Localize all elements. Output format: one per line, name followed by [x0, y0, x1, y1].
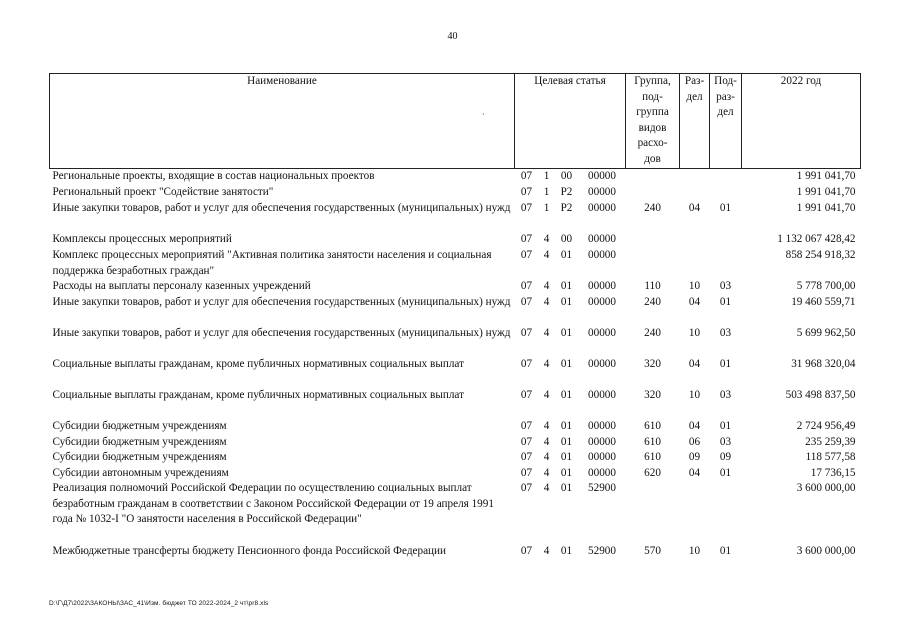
target-code-event: 01 — [560, 545, 573, 557]
expense-group-code — [626, 232, 680, 248]
target-code-event: 01 — [560, 249, 573, 261]
header-line: расхо- — [637, 137, 668, 149]
expense-group-code: 610 — [644, 420, 661, 432]
header-line: Раз- — [684, 75, 705, 87]
expense-group-code: 240 — [644, 202, 661, 214]
target-code-program: 07 — [520, 296, 533, 308]
section-code — [680, 232, 710, 248]
target-code-type: 4 — [543, 358, 550, 370]
row-name: Социальные выплаты гражданам, кроме публичных нормативных социальных выплат — [52, 389, 464, 401]
section-code — [680, 185, 710, 201]
table-row — [50, 481, 861, 544]
expense-group-code: 620 — [644, 466, 661, 479]
target-code-program: 07 — [520, 451, 533, 463]
amount-2022: 17 736,15 — [810, 466, 856, 479]
table-row — [50, 201, 861, 232]
target-code-program: 07 — [520, 358, 533, 370]
row-name: Комплексы процессных мероприятий — [52, 233, 232, 245]
target-code-program: 07 — [520, 170, 533, 182]
section-code: 10 — [688, 280, 701, 292]
header-expense-group — [626, 74, 680, 169]
table-row — [50, 435, 861, 451]
target-code-program: 07 — [520, 435, 533, 448]
target-code-direction: 00000 — [588, 202, 616, 214]
target-code-type: 4 — [543, 482, 550, 494]
target-code-type: 4 — [543, 296, 550, 308]
target-code-program: 07 — [520, 466, 533, 479]
row-name: Иные закупки товаров, работ и услуг для обеспечения государственных (муниципальных) нужд — [52, 296, 511, 308]
target-code-program: 07 — [520, 202, 533, 214]
header-line: видов — [638, 121, 667, 134]
target-code-event: 01 — [560, 451, 573, 463]
table-row — [50, 388, 861, 419]
target-code-event: P2 — [560, 202, 573, 214]
section-code: 04 — [688, 420, 701, 432]
target-code-direction: 00000 — [588, 249, 616, 261]
header-target-article: Целевая статья — [515, 74, 626, 169]
table-row — [50, 419, 861, 435]
target-code-event: 01 — [560, 482, 573, 494]
header-line: Группа, — [634, 75, 671, 87]
target-code-direction: 00000 — [588, 466, 616, 479]
expense-group-code — [626, 481, 680, 544]
target-code-program: 07 — [520, 389, 533, 401]
section-code — [680, 169, 710, 186]
table-row — [50, 232, 861, 248]
expense-group-code: 110 — [644, 280, 661, 292]
section-code: 04 — [688, 202, 701, 214]
subsection-code: 03 — [719, 280, 732, 292]
table-header-row — [50, 74, 861, 169]
header-year: 2022 год — [742, 74, 861, 169]
target-code-event: 01 — [560, 420, 573, 432]
target-code-program: 07 — [520, 327, 533, 339]
target-code-type: 1 — [543, 186, 550, 198]
target-code-type: 1 — [543, 170, 550, 182]
header-line: Под- — [714, 75, 737, 87]
target-code-event: 01 — [560, 389, 573, 401]
target-code-program: 07 — [520, 233, 533, 245]
amount-2022: 3 600 000,00 — [796, 545, 856, 557]
row-name: Субсидии бюджетным учреждениям — [52, 435, 227, 448]
target-code-direction: 00000 — [588, 389, 616, 401]
target-code-direction: 00000 — [588, 435, 616, 448]
target-code-event: 00 — [560, 233, 573, 245]
header-line: дов — [644, 152, 661, 165]
row-name: Расходы на выплаты персоналу казенных учреждений — [52, 280, 311, 292]
target-code-event: 01 — [560, 435, 573, 448]
expense-group-code — [626, 185, 680, 201]
subsection-code: 01 — [719, 296, 732, 308]
header-line: группа — [636, 106, 669, 118]
header-line: дел — [717, 106, 734, 118]
table-row — [50, 326, 861, 357]
row-name: Иные закупки товаров, работ и услуг для обеспечения государственных (муниципальных) нужд — [52, 327, 511, 339]
expense-group-code — [626, 248, 680, 279]
expense-group-code: 320 — [644, 358, 661, 370]
amount-2022: 858 254 918,32 — [785, 249, 856, 261]
section-code: 04 — [688, 466, 701, 479]
target-code-direction: 52900 — [588, 545, 616, 557]
amount-2022: 5 699 962,50 — [796, 327, 856, 339]
target-code-program: 07 — [520, 482, 533, 494]
section-code — [680, 481, 710, 544]
expense-group-code: 240 — [644, 327, 661, 339]
amount-2022: 31 968 320,04 — [791, 358, 856, 370]
target-code-direction: 00000 — [588, 170, 616, 182]
target-code-event: 00 — [560, 170, 573, 182]
target-code-type: 4 — [543, 435, 550, 448]
table-row — [50, 279, 861, 295]
target-code-type: 4 — [543, 545, 550, 557]
target-code-type: 4 — [543, 280, 550, 292]
expense-group-code: 320 — [644, 389, 661, 401]
subsection-code: 09 — [719, 451, 732, 463]
amount-2022: 503 498 837,50 — [785, 389, 856, 401]
target-code-type: 4 — [543, 451, 550, 463]
target-code-direction: 00000 — [588, 420, 616, 432]
amount-2022: 1 991 041,70 — [796, 170, 856, 182]
target-code-type: 4 — [543, 420, 550, 432]
target-code-direction: 00000 — [588, 233, 616, 245]
target-code-program: 07 — [520, 420, 533, 432]
header-line: под- — [642, 90, 663, 103]
target-code-direction: 00000 — [588, 186, 616, 198]
target-code-event: 01 — [560, 296, 573, 308]
table-row — [50, 169, 861, 186]
subsection-code: 01 — [719, 358, 732, 370]
expense-group-code — [626, 169, 680, 186]
amount-2022: 2 724 956,49 — [796, 420, 856, 432]
amount-2022: 1 132 067 428,42 — [777, 233, 856, 245]
row-name: Социальные выплаты гражданам, кроме публичных нормативных социальных выплат — [52, 358, 464, 370]
row-name: Региональные проекты, входящие в состав национальных проектов — [52, 170, 375, 182]
subsection-code: 03 — [719, 327, 732, 339]
amount-2022: 19 460 559,71 — [791, 296, 856, 308]
amount-2022: 1 991 041,70 — [796, 202, 856, 214]
header-name: Наименование — [50, 74, 515, 169]
subsection-code — [710, 169, 742, 186]
target-code-direction: 00000 — [588, 280, 616, 292]
target-code-type: 4 — [543, 249, 550, 261]
expense-group-code: 610 — [644, 435, 661, 448]
amount-2022: 118 577,58 — [805, 451, 856, 463]
header-section — [680, 74, 710, 169]
target-code-direction: 00000 — [588, 296, 616, 308]
target-code-program: 07 — [520, 186, 533, 198]
expense-group-code: 570 — [644, 545, 661, 557]
target-code-event: 01 — [560, 466, 573, 479]
section-code: 09 — [688, 451, 701, 463]
section-code: 04 — [688, 358, 701, 370]
target-code-direction: 00000 — [588, 451, 616, 463]
table-row — [50, 248, 861, 279]
subsection-code: 01 — [719, 466, 732, 479]
row-name: Субсидии бюджетным учреждениям — [52, 420, 227, 432]
budget-table — [49, 73, 861, 560]
row-name: Субсидии бюджетным учреждениям — [52, 451, 227, 463]
target-code-program: 07 — [520, 249, 533, 261]
target-code-type: 1 — [543, 202, 550, 214]
footer-file-path: D:\Г\Д7\2022\ЗАКОНЫ\ЗАС_41\Изм. бюджет ТО 2022-2024_2 чт\pr8.xls — [49, 600, 269, 607]
target-code-event: 01 — [560, 327, 573, 339]
row-name: Реализация полномочий Российской Федерации по осуществлению социальных выплат безработным гражданам в соответствии с Законом Российской Федерации от 19 апреля 1991 года № 1032-I "О занятости населения в Российской Федерации" — [52, 482, 494, 525]
target-code-type: 4 — [543, 327, 550, 339]
amount-2022: 5 778 700,00 — [796, 280, 856, 292]
section-code: 10 — [688, 545, 701, 557]
row-name: Региональный проект "Содействие занятости" — [52, 186, 274, 198]
row-name: Межбюджетные трансферты бюджету Пенсионного фонда Российской Федерации — [52, 545, 447, 557]
section-code: 10 — [688, 389, 701, 401]
subsection-code: 03 — [719, 389, 732, 401]
amount-2022: 1 991 041,70 — [796, 186, 856, 198]
target-code-direction: 52900 — [588, 482, 616, 494]
subsection-code — [710, 232, 742, 248]
subsection-code: 01 — [719, 420, 732, 432]
subsection-code: 03 — [719, 435, 732, 448]
row-name: Иные закупки товаров, работ и услуг для обеспечения государственных (муниципальных) нужд — [52, 202, 511, 214]
target-code-event: 01 — [560, 358, 573, 370]
target-code-direction: 00000 — [588, 358, 616, 370]
expense-group-code: 610 — [644, 451, 661, 463]
header-line: раз- — [716, 90, 735, 103]
subsection-code — [710, 185, 742, 201]
table-row — [50, 357, 861, 388]
target-code-event: P2 — [560, 186, 573, 198]
section-code: 04 — [688, 296, 701, 308]
subsection-code: 01 — [719, 545, 732, 557]
row-name: Комплекс процессных мероприятий "Активная политика занятости населения и социальная поддержка безработных граждан" — [52, 249, 492, 277]
page-number: 40 — [447, 31, 458, 42]
stray-mark: · — [482, 110, 485, 119]
section-code — [680, 248, 710, 279]
table-row — [50, 544, 861, 560]
subsection-code — [710, 248, 742, 279]
subsection-code — [710, 481, 742, 544]
target-code-type: 4 — [543, 466, 550, 479]
row-name: Субсидии автономным учреждениям — [52, 466, 229, 479]
table-row — [50, 185, 861, 201]
header-line: дел — [686, 90, 703, 103]
target-code-program: 07 — [520, 545, 533, 557]
section-code: 06 — [688, 435, 701, 448]
table-row — [50, 466, 861, 482]
header-subsection — [710, 74, 742, 169]
target-code-event: 01 — [560, 280, 573, 292]
section-code: 10 — [688, 327, 701, 339]
expense-group-code: 240 — [644, 296, 661, 308]
subsection-code: 01 — [719, 202, 732, 214]
amount-2022: 235 259,39 — [805, 435, 856, 448]
table-row — [50, 450, 861, 466]
amount-2022: 3 600 000,00 — [796, 482, 856, 494]
target-code-type: 4 — [543, 389, 550, 401]
table-row — [50, 295, 861, 326]
target-code-program: 07 — [520, 280, 533, 292]
target-code-direction: 00000 — [588, 327, 616, 339]
target-code-type: 4 — [543, 233, 550, 245]
